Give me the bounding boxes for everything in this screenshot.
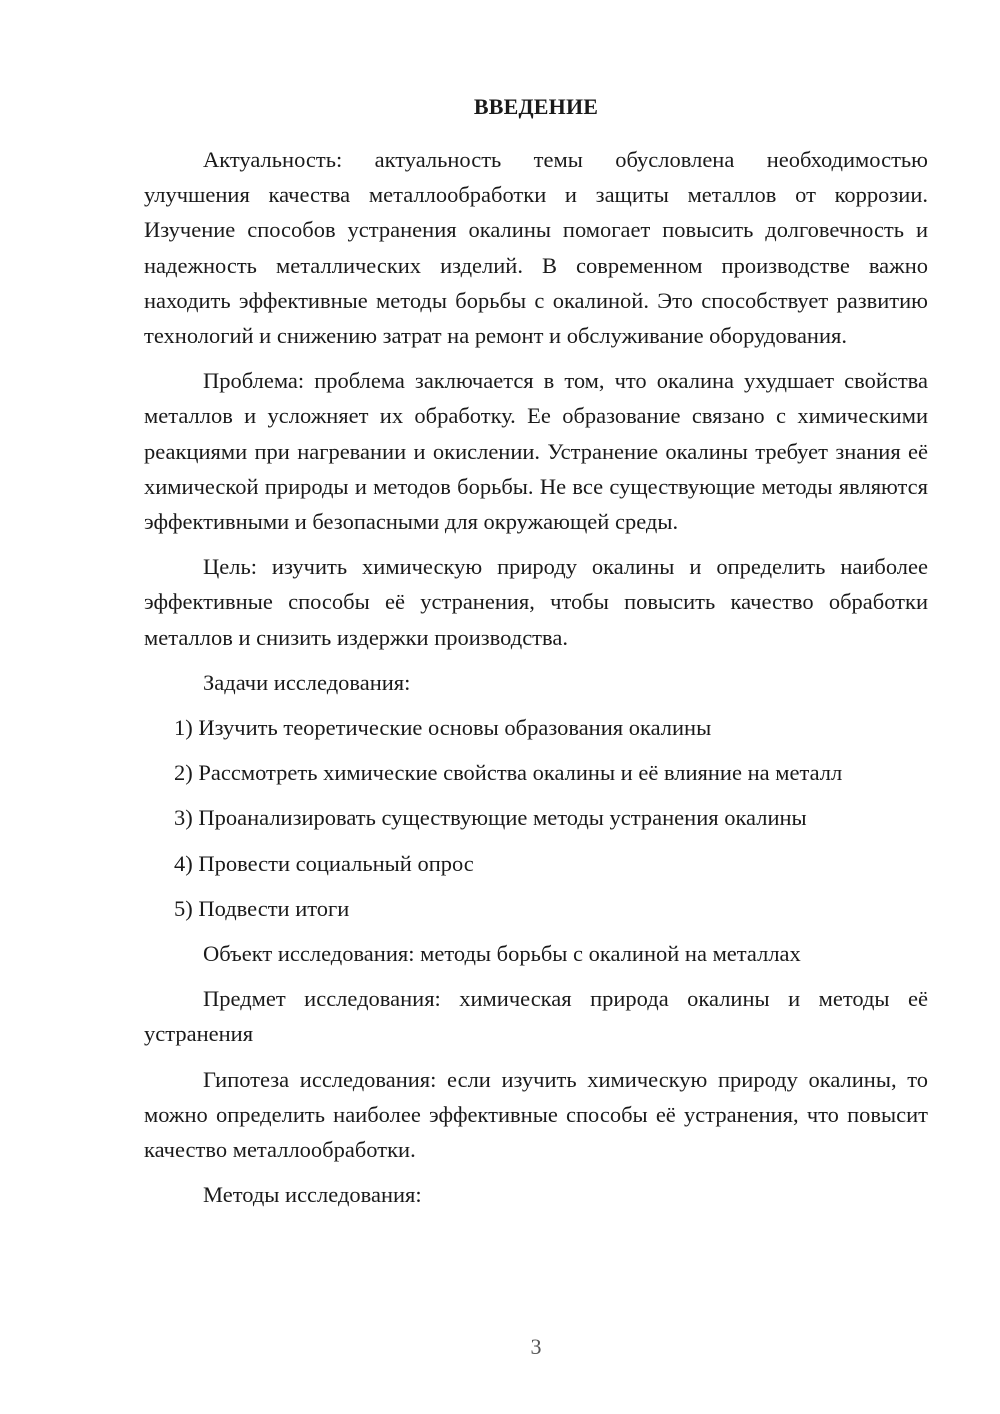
tasks-list bbox=[144, 710, 928, 926]
object-paragraph: Объект исследования: методы борьбы с окалиной на металлах bbox=[203, 941, 801, 967]
list-item: 4) Провести социальный опрос bbox=[174, 850, 474, 876]
document-body bbox=[144, 142, 928, 1222]
relevance-paragraph: Актуальность: актуальность темы обусловлена необходимостью улучшения качества металлообработки и защиты металлов от коррозии. Изучение способов устранения окалины помогает повысить долговечность и надежность металлических изделий. В современном производстве важно находить эффективные методы борьбы с окалиной. Это способствует развитию технологий и снижению затрат на ремонт и обслуживание оборудования. bbox=[144, 147, 928, 349]
goal-paragraph: Цель: изучить химическую природу окалины и определить наиболее эффективные способы её устранения, чтобы повысить качество обработки металлов и снизить издержки производства. bbox=[144, 554, 928, 650]
list-item: 3) Проанализировать существующие методы устранения окалины bbox=[174, 805, 807, 831]
page-number: 3 bbox=[530, 1334, 542, 1359]
page-title: ВВЕДЕНИЕ bbox=[473, 94, 599, 119]
problem-paragraph: Проблема: проблема заключается в том, что окалина ухудшает свойства металлов и усложняет их обработку. Ее образование связано с химическими реакциями при нагревании и окислении. Устранение окалины требует знания её химической природы и методов борьбы. Не все существующие методы являются эффективными и безопасными для окружающей среды. bbox=[144, 368, 928, 535]
methods-title: Методы исследования: bbox=[203, 1182, 422, 1208]
list-item: 5) Подвести итоги bbox=[174, 895, 350, 921]
tasks-title: Задачи исследования: bbox=[203, 669, 411, 695]
subject-paragraph: Предмет исследования: химическая природа окалины и методы её устранения bbox=[144, 986, 928, 1047]
hypothesis-paragraph: Гипотеза исследования: если изучить химическую природу окалины, то можно определить наиболее эффективные способы её устранения, что повысит качество металлообработки. bbox=[144, 1066, 928, 1163]
list-item: 2) Рассмотреть химические свойства окалины и её влияние на металл bbox=[174, 760, 843, 786]
list-item: 1) Изучить теоретические основы образования окалины bbox=[174, 715, 712, 741]
